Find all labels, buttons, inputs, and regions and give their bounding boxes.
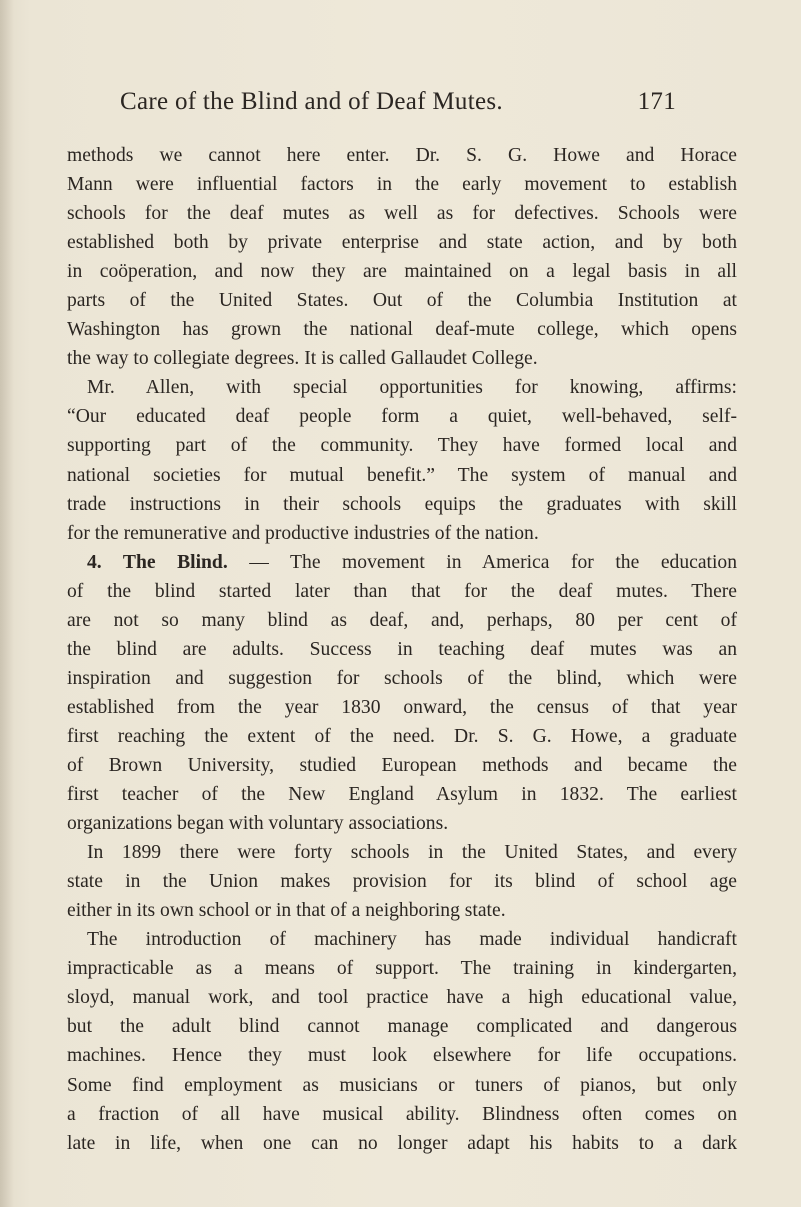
text-line: [67, 519, 737, 548]
line-text: parts of the United States. Out of the Columbia Institution at: [67, 290, 737, 312]
line-text: sloyd, manual work, and tool practice have a high educational value,: [67, 987, 737, 1009]
line-text: for the remunerative and productive industries of the nation.: [67, 522, 539, 544]
line-text: Mr. Allen, with special opportunities for knowing, affirms:: [87, 377, 737, 399]
text-line: [67, 606, 737, 635]
page-number: 171: [637, 88, 676, 115]
text-line: [67, 1012, 737, 1041]
text-line: [67, 373, 737, 402]
line-text: Some find employment as musicians or tuners of pianos, but only: [67, 1074, 737, 1096]
text-line: [67, 838, 737, 867]
text-line: [67, 809, 737, 838]
line-text: in coöperation, and now they are maintained on a legal basis in all: [67, 261, 737, 283]
text-line: [67, 286, 737, 315]
text-line: [67, 983, 737, 1012]
text-line: [67, 693, 737, 722]
line-text: impracticable as a means of support. The training in kindergarten,: [67, 958, 737, 980]
line-text: — The movement in America for the education: [227, 551, 738, 573]
text-line: [67, 257, 737, 286]
line-text: Mann were influential factors in the early movement to establish: [67, 174, 737, 196]
text-line: [67, 315, 737, 344]
line-text: of the blind started later than that for the deaf mutes. There: [67, 580, 737, 602]
text-line: [67, 664, 737, 693]
line-text: are not so many blind as deaf, and, perhaps, 80 per cent of: [67, 609, 737, 631]
text-line: [67, 925, 737, 954]
line-text: the way to collegiate degrees. It is called Gallaudet College.: [67, 348, 538, 370]
text-line: [67, 170, 737, 199]
line-text: first teacher of the New England Asylum in 1832. The earliest: [67, 784, 737, 806]
line-text: either in its own school or in that of a neighboring state.: [67, 900, 506, 922]
line-text: The introduction of machinery has made individual handicraft: [87, 929, 737, 951]
line-text: trade instructions in their schools equips the graduates with skill: [67, 493, 737, 515]
line-text: national societies for mutual benefit.” The system of manual and: [67, 464, 737, 486]
line-text: supporting part of the community. They have formed local and: [67, 435, 737, 457]
line-text: “Our educated deaf people form a quiet, well-behaved, self-: [67, 406, 737, 428]
line-text: a fraction of all have musical ability. Blindness often comes on: [67, 1103, 737, 1125]
text-line: [67, 461, 737, 490]
line-text: but the adult blind cannot manage complicated and dangerous: [67, 1016, 737, 1038]
text-line: [67, 344, 737, 373]
text-line: [67, 867, 737, 896]
text-line: [67, 722, 737, 751]
gutter-shadow: [0, 0, 14, 1207]
text-line: [67, 1129, 737, 1158]
text-line: [67, 490, 737, 519]
running-head: [120, 88, 680, 122]
text-line: [67, 431, 737, 460]
text-line: [67, 141, 737, 170]
text-line: [67, 896, 737, 925]
text-line: [67, 1041, 737, 1070]
text-line: [67, 1100, 737, 1129]
body-text: [67, 141, 737, 1158]
line-text: established from the year 1830 onward, the census of that year: [67, 696, 737, 718]
line-text: state in the Union makes provision for its blind of school age: [67, 871, 737, 893]
line-text: the blind are adults. Success in teaching deaf mutes was an: [67, 638, 737, 660]
line-text: methods we cannot here enter. Dr. S. G. Howe and Horace: [67, 145, 737, 166]
text-line: [67, 199, 737, 228]
line-text: Washington has grown the national deaf-mute college, which opens: [67, 319, 737, 341]
running-head-title: Care of the Blind and of Deaf Mutes.: [120, 88, 503, 115]
line-text: inspiration and suggestion for schools of the blind, which were: [67, 667, 737, 689]
text-line: [67, 548, 737, 577]
line-text: organizations began with voluntary associations.: [67, 813, 449, 835]
line-text: of Brown University, studied European methods and became the: [67, 754, 737, 776]
text-line: [67, 402, 737, 431]
line-text: late in life, when one can no longer adapt his habits to a dark: [67, 1132, 737, 1154]
text-line: [67, 751, 737, 780]
line-text: first reaching the extent of the need. Dr. S. G. Howe, a graduate: [67, 725, 737, 747]
section-heading: 4. The Blind.: [87, 551, 228, 573]
line-text: established both by private enterprise and state action, and by both: [67, 232, 737, 254]
text-line: [67, 954, 737, 983]
text-line: [67, 780, 737, 809]
line-text: machines. Hence they must look elsewhere for life occupations.: [67, 1045, 737, 1067]
text-line: [67, 228, 737, 257]
line-text: schools for the deaf mutes as well as for defectives. Schools were: [67, 203, 737, 225]
line-text: In 1899 there were forty schools in the United States, and every: [87, 842, 737, 864]
text-line: [67, 635, 737, 664]
text-line: [67, 577, 737, 606]
text-line: [67, 1071, 737, 1100]
